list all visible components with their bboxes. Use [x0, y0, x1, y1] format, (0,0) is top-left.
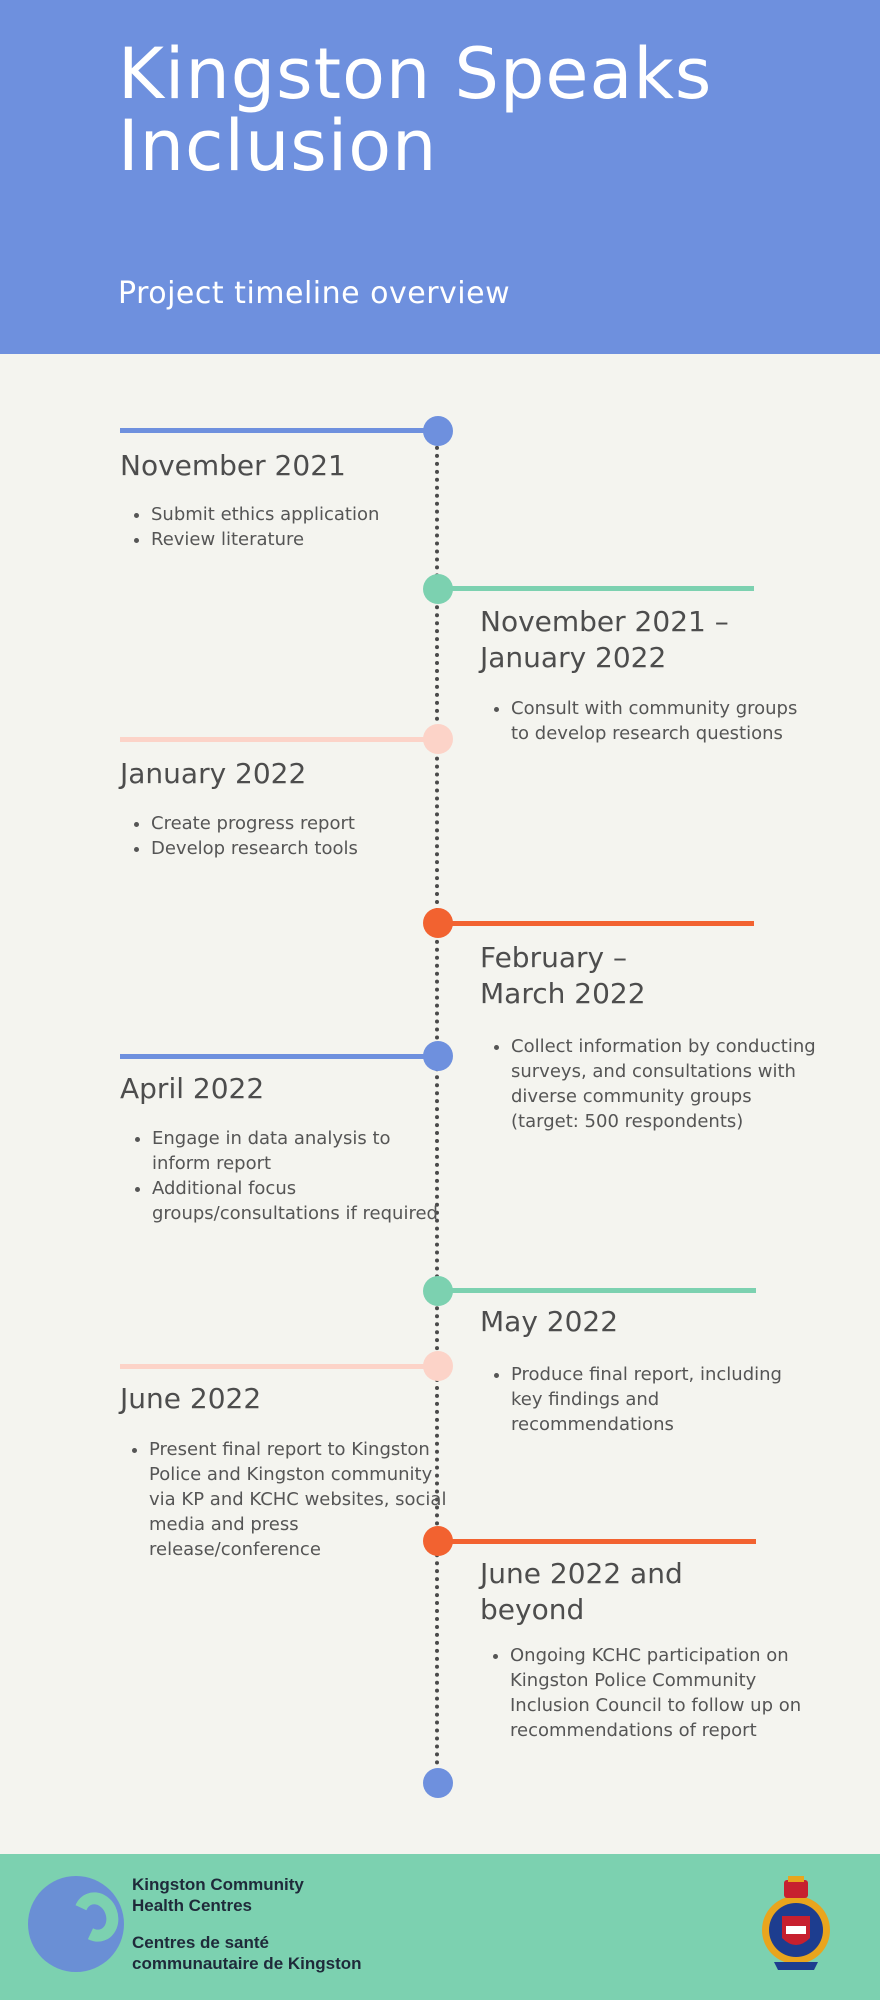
- timeline-dot: [423, 1351, 453, 1381]
- timeline-dot: [423, 416, 453, 446]
- timeline-items: [119, 1437, 449, 1562]
- timeline-date: June 2022 and beyond: [480, 1557, 683, 1626]
- org-name-french: Centres de santé communautaire de Kingston: [132, 1933, 362, 1973]
- timeline-dot: [423, 1041, 453, 1071]
- timeline-date: January 2022: [120, 757, 307, 790]
- footer: [0, 1854, 880, 2000]
- list-item: • Consult with community groups to develop research questions: [511, 696, 811, 746]
- timeline-dot: [423, 908, 453, 938]
- timeline-dot: [423, 574, 453, 604]
- timeline-connector: [120, 737, 438, 742]
- timeline-connector: [436, 921, 754, 926]
- timeline-connector: [436, 1288, 756, 1293]
- list-item: • Create progress report: [151, 811, 451, 836]
- org-name-english: Kingston Community Health Centres: [132, 1875, 304, 1915]
- timeline-spine: [435, 430, 439, 1782]
- list-item: • Submit ethics application: [151, 502, 451, 527]
- timeline-dot: [423, 1276, 453, 1306]
- timeline-dot: [423, 724, 453, 754]
- timeline-items: [481, 696, 811, 746]
- timeline-items: [122, 1126, 452, 1226]
- timeline-date: June 2022: [120, 1382, 262, 1415]
- timeline-date: November 2021 – January 2022: [480, 605, 729, 674]
- timeline-connector: [120, 1054, 438, 1059]
- header-banner: [0, 0, 880, 354]
- timeline-items: [121, 811, 451, 861]
- list-item: • Produce final report, including key findings and recommendations: [511, 1362, 811, 1437]
- list-item: • Present final report to Kingston Police and Kingston community via KP and KCHC websites, social media and press release/conference: [149, 1437, 449, 1562]
- timeline-items: [481, 1034, 821, 1134]
- kchc-swirl-logo-icon: [28, 1876, 124, 1972]
- list-item: • Additional focus groups/consultations if required: [152, 1176, 452, 1226]
- timeline-date: April 2022: [120, 1072, 265, 1105]
- timeline-items: [121, 502, 451, 552]
- timeline-connector: [120, 1364, 438, 1369]
- timeline-end-dot: [423, 1768, 453, 1798]
- timeline-connector: [436, 1539, 756, 1544]
- timeline-date: May 2022: [480, 1305, 619, 1338]
- timeline-connector: [120, 428, 438, 433]
- page-title: Kingston Speaks Inclusion: [118, 33, 713, 187]
- list-item: • Develop research tools: [151, 836, 451, 861]
- list-item: • Ongoing KCHC participation on Kingston Police Community Inclusion Council to follow up on recommendations of report: [510, 1643, 820, 1743]
- timeline-items: [481, 1362, 811, 1437]
- kingston-police-crest-icon: [758, 1872, 834, 1976]
- page-subtitle: Project timeline overview: [118, 276, 511, 311]
- list-item: • Review literature: [151, 527, 451, 552]
- timeline-items: [480, 1643, 820, 1743]
- list-item: • Engage in data analysis to inform report: [152, 1126, 452, 1176]
- timeline-date: November 2021: [120, 449, 346, 482]
- timeline-dot: [423, 1526, 453, 1556]
- timeline-date: February – March 2022: [480, 941, 646, 1010]
- timeline-connector: [436, 586, 754, 591]
- list-item: • Collect information by conducting surveys, and consultations with diverse community groups (target: 500 respondents): [511, 1034, 821, 1134]
